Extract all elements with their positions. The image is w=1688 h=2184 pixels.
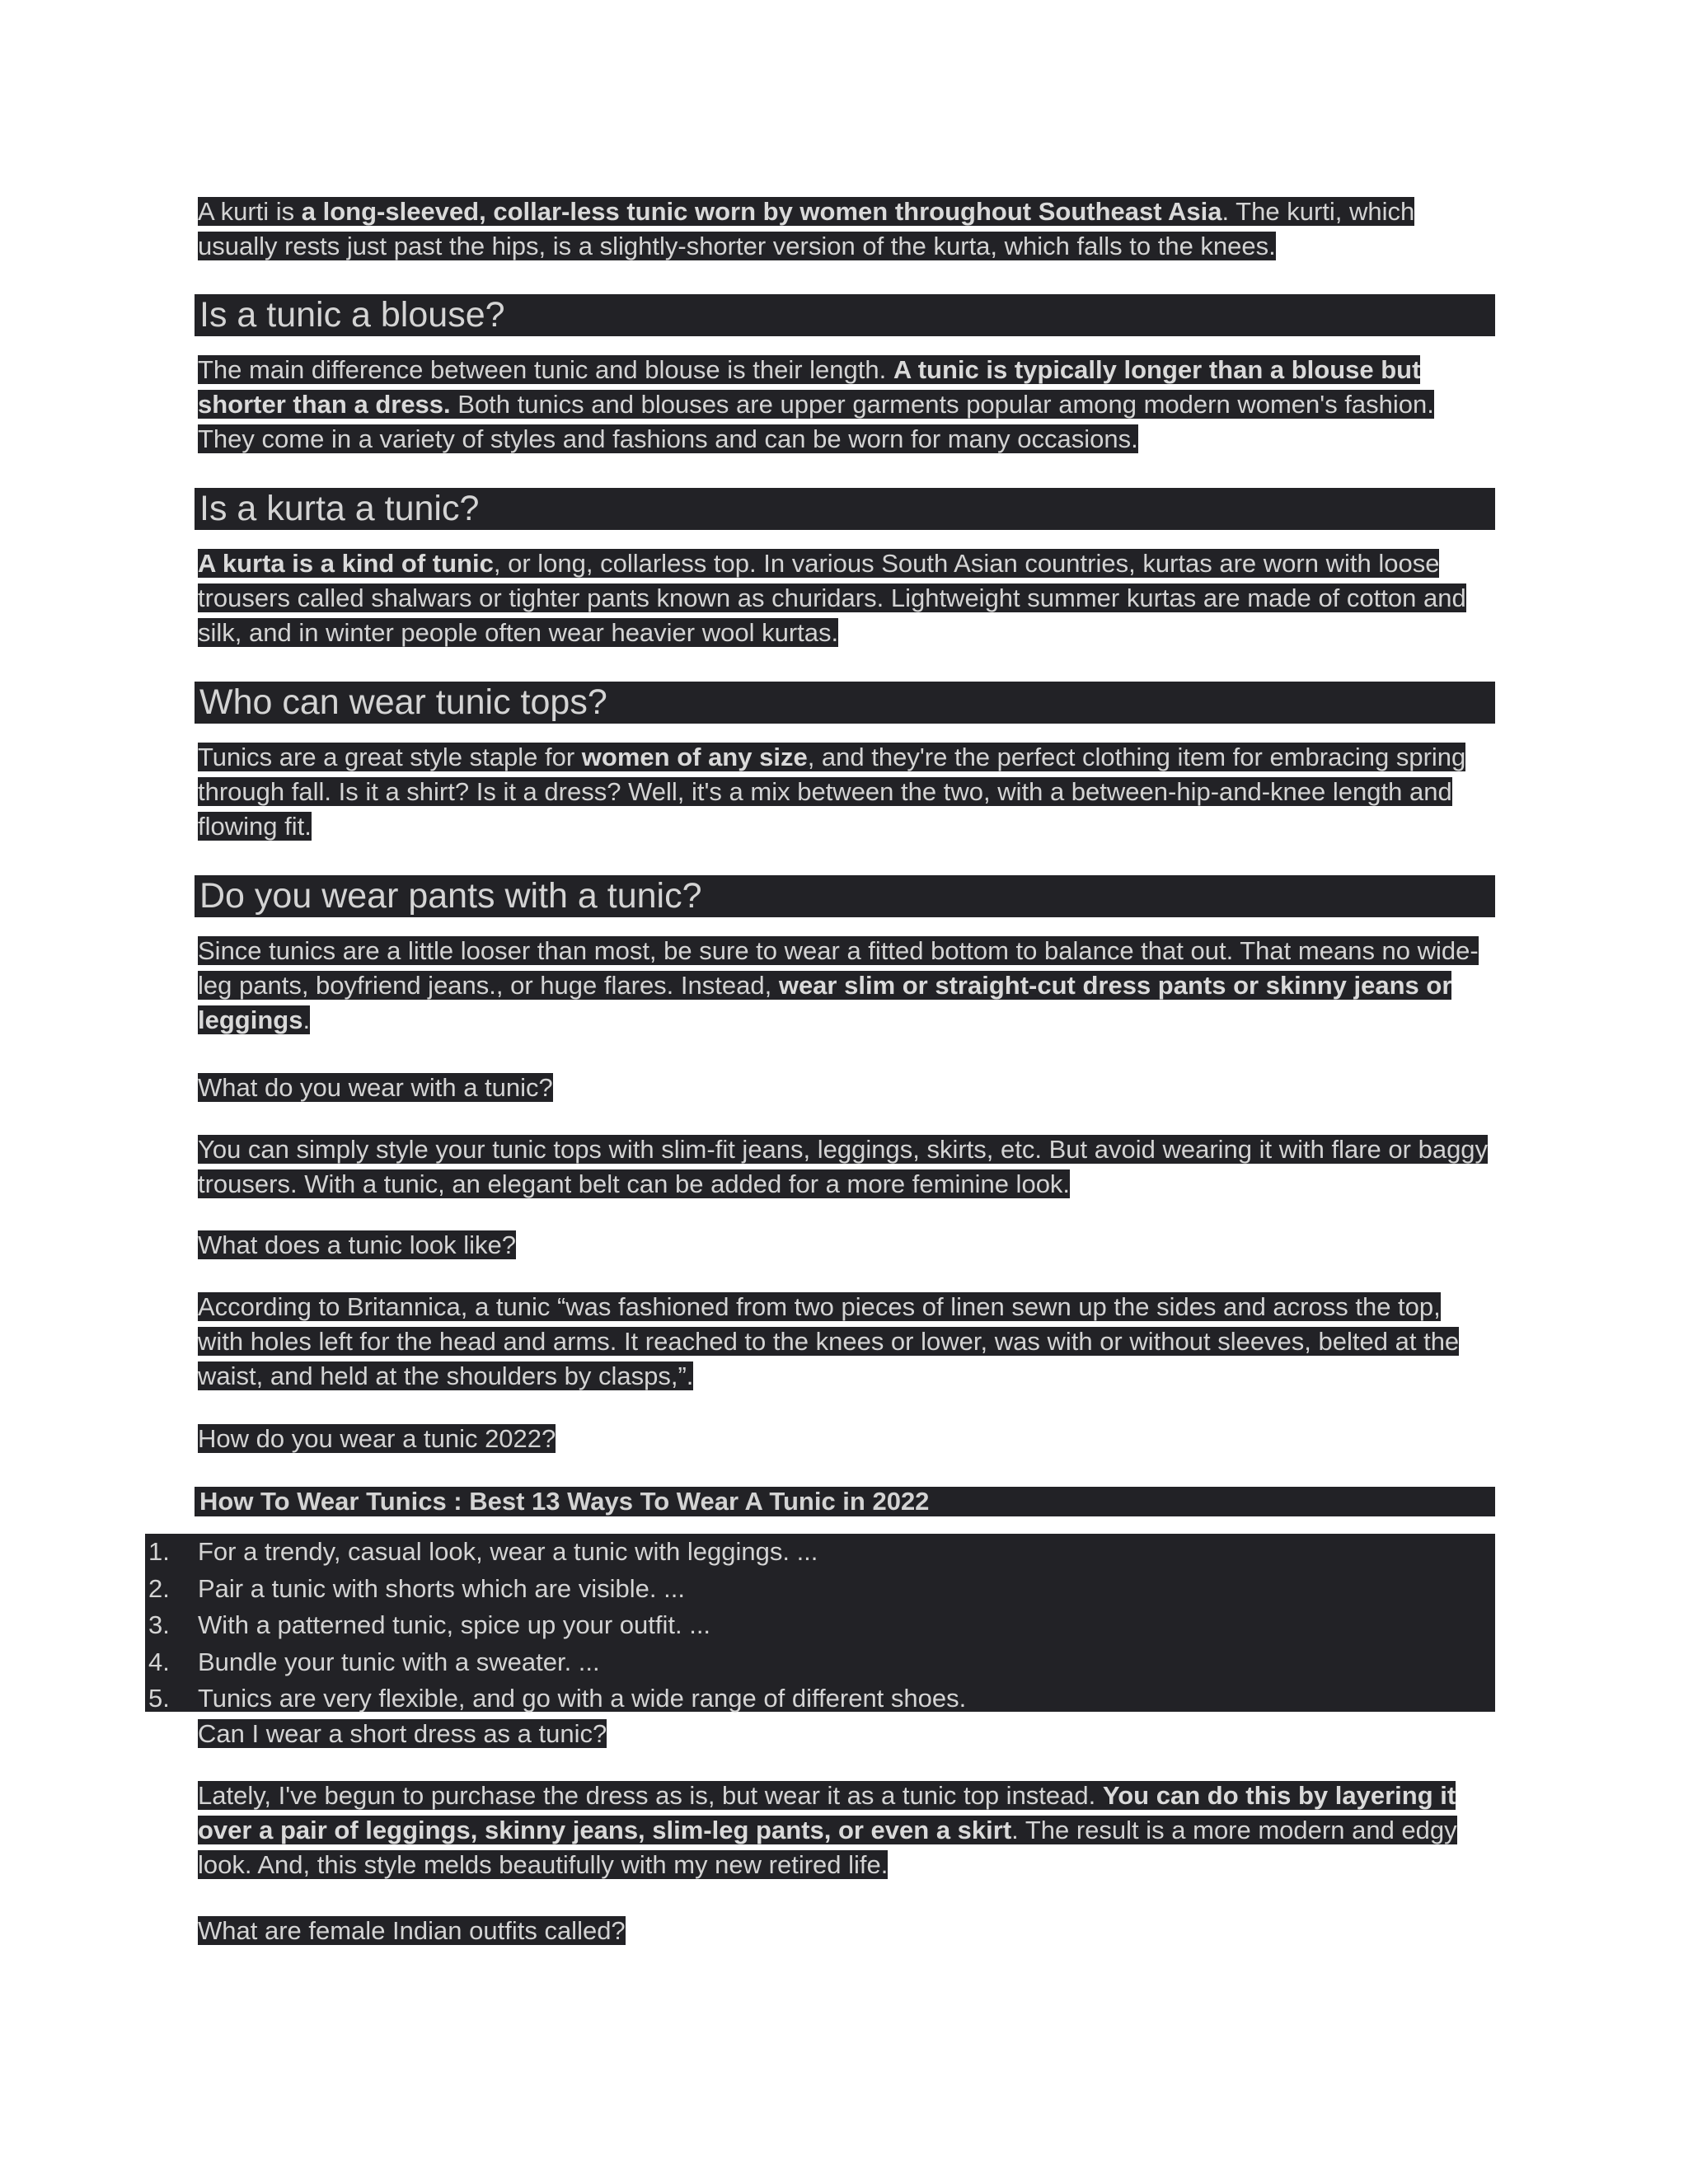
list-item: 3. With a patterned tunic, spice up your outfit. ... [148, 1610, 711, 1639]
paragraph-kurta-tunic: A kurta is a kind of tunic, or long, collarless top. In various South Asian countries, kurtas are worn with loose trousers called shalwars or tighter pants known as churidars. Lightweight summer kurtas are made of cotton and silk, and in winter people often wear heavier wool kurtas. [198, 549, 1466, 647]
question-short-dress: Can I wear a short dress as a tunic? [198, 1719, 607, 1748]
paragraph-kurti: A kurti is a long-sleeved, collar-less tunic worn by women throughout Southeast Asia. The kurti, which usually rests just past the hips, is a slightly-shorter version of the kurta, which falls to the knees. [198, 197, 1415, 260]
paragraph-tunic-look: According to Britannica, a tunic “was fashioned from two pieces of linen sewn up the sides and across the top, with holes left for the head and arms. It reached to the knees or lower, was with or without sleeves, belted at the waist, and held at the shoulders by clasps,”. [198, 1292, 1460, 1390]
question-tunic-2022: How do you wear a tunic 2022? [198, 1424, 556, 1453]
paragraph-who-can-wear: Tunics are a great style staple for women of any size, and they're the perfect clothing item for embracing spring through fall. Is it a shirt? Is it a dress? Well, it's a mix between the two, with a between-hip-and-knee length and flowing fit. [198, 743, 1466, 841]
list-item: 1. For a trendy, casual look, wear a tunic with leggings. ... [148, 1537, 818, 1566]
heading-who-can-wear: Who can wear tunic tops? [195, 682, 1495, 724]
paragraph-wear-with-tunic: You can simply style your tunic tops with slim-fit jeans, leggings, skirts, etc. But avoid wearing it with flare or baggy trousers. With a tunic, an elegant belt can be added for a more feminine look. [198, 1135, 1489, 1198]
list-item: 5. Tunics are very flexible, and go with a wide range of different shoes. [148, 1684, 967, 1713]
list-item: 4. Bundle your tunic with a sweater. ... [148, 1647, 600, 1676]
paragraph-short-dress: Lately, I've begun to purchase the dress as is, but wear it as a tunic top instead. You can do this by layering it over a pair of leggings, skinny jeans, slim-leg pants, or even a skirt. The result is a more modern and edgy look. And, this style melds beautifully with my new retired life. [198, 1781, 1457, 1879]
question-tunic-look: What does a tunic look like? [198, 1230, 516, 1259]
paragraph-pants-tunic: Since tunics are a little looser than most, be sure to wear a fitted bottom to balance that out. That means no wide-leg pants, boyfriend jeans., or huge flares. Instead, wear slim or straight-cut dress pants or skinny jeans or leggings. [198, 936, 1479, 1034]
question-indian-outfits: What are female Indian outfits called? [198, 1916, 626, 1945]
heading-pants-tunic: Do you wear pants with a tunic? [195, 875, 1495, 917]
list-title: How To Wear Tunics : Best 13 Ways To Wear A Tunic in 2022 [195, 1487, 1495, 1516]
heading-tunic-blouse: Is a tunic a blouse? [195, 294, 1495, 336]
question-wear-with-tunic: What do you wear with a tunic? [198, 1073, 553, 1102]
heading-kurta-tunic: Is a kurta a tunic? [195, 488, 1495, 530]
paragraph-tunic-blouse: The main difference between tunic and blouse is their length. A tunic is typically longer than a blouse but shorter than a dress. Both tunics and blouses are upper garments popular among modern women's fashion. They come in a variety of styles and fashions and can be worn for many occasions. [198, 355, 1434, 453]
tunic-ways-list [145, 1534, 1495, 1712]
list-item: 2. Pair a tunic with shorts which are visible. ... [148, 1573, 685, 1603]
